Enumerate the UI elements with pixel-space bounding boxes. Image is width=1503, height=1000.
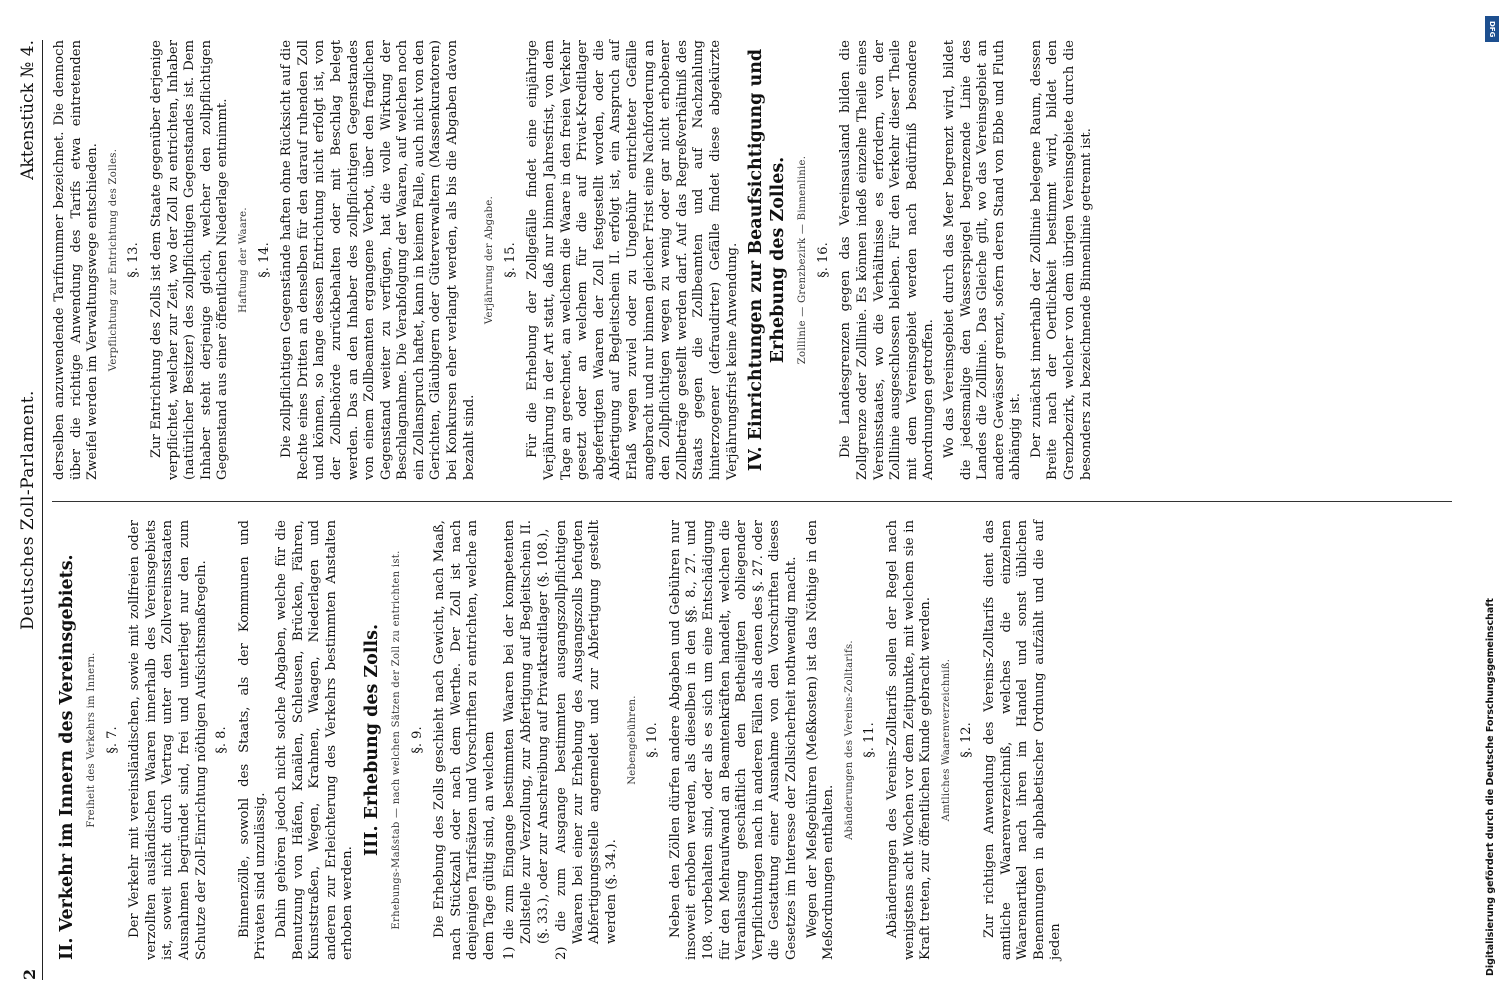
list-item: 2) die zum Ausgange bestimmten ausgangszollpflichtigen Waaren bei einer zur Erhebung des Ausgangszolls befugten Abfertigungsstelle angemeldet und zur Abfertigung gestellt werden (§. 34.). [554,520,620,960]
margin-note: Verjährung der Abgabe. [484,195,496,325]
paragraph-text: Zur richtigen Anwendung des Vereins-Zolltarifs dient das amtliche Waarenverzeichniß, welches die einzelnen Waarenartikel nach ihren im Handel und sonst üblichen Benennungen in alphabetischer Ordnung aufzählt und die auf jeden [981,520,1064,960]
margin-note: Amtliches Waarenverzeichniß. [940,658,952,822]
paragraph-number: §. 9. [409,726,425,754]
page-number: 2 [20,968,39,980]
paragraph-number: §. 11. [862,722,878,758]
margin-note: Freiheit des Verkehrs im Innern. [86,652,97,828]
paragraph-text: Die zollpflichtigen Gegenstände haften ohne Rücksicht auf die Rechte eines Dritten an denselben für den darauf ruhenden Zoll und können, so lange dessen Entrichtung nicht erfolgt ist, von der Zollbehörde zurückbehalten oder mit Beschlag belegt werden. Das an den Inhaber des zollpflichtigen Gegenstandes von einem Zollbeamten ergangene Verbot, über den fraglichen Gegenstand weiter zu verfügen, hat die volle Wirkung der Beschlagnahme. Die Verabfolgung der Waaren, auf welchen noch ein Zollanspruch haftet, kann in keinem Falle, auch nicht von den Gerichten, Gläubigern oder Güterverwaltern (Massenkuratoren) bei Konkursen eher verlangt werden, als bis die Abgaben davon bezahlt sind. [279,40,477,480]
margin-note: Verpflichtung zur Entrichtung des Zolles. [107,148,119,372]
column-divider [52,501,1452,502]
paragraph-text: Binnenzölle, sowohl des Staats, als der Kommunen und Privaten sind unzulässig. [236,520,269,960]
paragraph-number: §. 14. [256,242,272,278]
paragraph-text: derselben anzuwendende Tarifnummer bezeichnet. Die dennoch über die richtige Anwendung des Tarifs etwa eintretenden Zweifel werden im Verwaltungswege entschieden. [52,40,101,480]
page-title: Deutsches Zoll-Parlament. [18,390,38,630]
document-number: Aktenstück № 4. [18,40,38,180]
paragraph-text: Wegen der Meßgebühren (Meßkosten) ist das Nöthige in den Meßordnungen enthalten. [804,520,837,960]
paragraph-number: §. 8. [214,726,230,754]
running-head [14,40,43,980]
paragraph-text: Dahin gehören jedoch nicht solche Abgaben, welche für die Benutzung von Häfen, Kanälen, Schleusen, Brücken, Fähren, Kunststraßen, Wegen, Krahnen, Waagen, Niederlagen und anderen zur Erleichterung des Verkehrs bestimmten Anstalten erhoben werden. [273,520,356,960]
paragraph-text: Der Verkehr mit vereinsländischen, sowie mit zollfreien oder verzollten ausländischen Waaren innerhalb des Vereinsgebiets ist, soweit nicht durch Vertrag unter den Zollvereinsstaaten Ausnahmen begründet sind, frei und unterliegt nur den zum Schutze der Zoll-Einrichtung nöthigen Aufsichtsmaßregeln. [127,520,209,960]
right-column [52,40,1099,480]
paragraph-number: §. 7. [104,726,120,754]
dfg-logo: DFG [1485,16,1499,42]
margin-note: Zolllinie — Grenzbezirk — Binnenlinie. [797,155,809,365]
margin-note: Haftung der Waare. [237,207,249,313]
paragraph-number: §. 12. [959,722,975,758]
paragraph-text: Abänderungen des Vereins-Zolltarifs sollen der Regel nach wenigstens acht Wochen vor dem Zeitpunkte, mit welchem sie in Kraft treten, zur öffentlichen Kunde gebracht werden. [884,520,934,960]
section-heading: III. Erhebung des Zolls. [361,623,382,857]
paragraph-text: Wo das Vereinsgebiet durch das Meer begrenzt wird, bildet die jedesmalige den Wasserspiegel begrenzende Linie des Landes die Zolllinie. Das Gleiche gilt, wo das Vereinsgebiet an andere Gewässer grenzt, sofern deren Stand von Ebbe und Fluth abhängig ist. [941,40,1024,480]
paragraph-number: §. 13. [126,242,142,278]
paragraph-text: Die Erhebung des Zolls geschieht nach Gewicht, nach Maaß, nach Stückzahl oder nach dem Werthe. Der Zoll ist nach denjenigen Tarifsätzen und Vorschriften zu entrichten, welche an dem Tage gültig sind, an welchem [432,520,497,960]
paragraph-text: Zur Entrichtung des Zolls ist dem Staate gegenüber derjenige verpflichtet, welcher zur Zeit, wo der Zoll zu entrichten, Inhaber (natürlicher Besitzer) des zollpflichtigen Gegenstandes ist. Dem Inhaber steht derjenige gleich, welcher den zollpflichtigen Gegenstand aus einer öffentlichen Niederlage entnimmt. [148,40,231,480]
margin-note: Nebengebühren. [626,695,638,785]
paragraph-number: §. 16. [815,242,831,278]
left-column [52,520,1069,960]
paragraph-text: Für die Erhebung der Zollgefälle findet eine einjährige Verjährung in der Art statt, daß nur binnen Jahresfrist, von dem Tage an gerechnet, an welchem die Waare in den freien Verkehr gesetzt oder an welchem für die auf Privat-Kreditlager abgefertigten Waaren der Zoll festgestellt worden, oder die Abfertigung auf Begleitschein II. erfolgt ist, ein Anspruch auf Erlaß wegen zuviel oder zu Ungebühr entrichteter Gefälle angebracht und nur binnen gleicher Frist eine Nachforderung an den Zollpflichtigen wegen zu wenig oder gar nicht erhobener Zollbeträge gestellt werden darf. Auf das Regreßverhältniß des Staats gegen die Zollbeamten und auf Nachzahlung hinterzogener (defraudirter) Gefälle findet diese abgekürzte Verjährungsfrist keine Anwendung. [525,40,740,480]
margin-note: Erhebungs-Maßstab — nach welchen Sätzen der Zoll zu entrichten ist. [390,550,402,930]
paragraph-text: Neben den Zöllen dürfen andere Abgaben und Gebühren nur insoweit erhoben werden, als dieselben in den §§. 8., 27. und 108. vorbehalten sind, oder als es sich um eine Entschädigung für den Mehraufwand an Beamtenkräften handelt, welchen die Veranlassung geschäftlich den Betheiligten obliegender Verpflichtungen nach in anderen Fällen als denen des §. 27. oder die Gestattung einer Ausnahme von den Vorschriften dieses Gesetzes im Interesse der Zollsicherheit nothwendig macht. [667,520,799,960]
margin-note: Abänderungen des Vereins-Zolltarifs. [843,640,855,840]
section-heading: II. Verkehr im Innern des Vereinsgebiets. [57,554,77,960]
digitization-credit [1485,16,1497,976]
paragraph-text: Die Landesgrenzen gegen das Vereinsausland bilden die Zollgrenze oder Zolllinie. Es können indeß einzelne Theile eines Vereinsstaates, wo die Verhältnisse es erfordern, von der Zolllinie ausgeschlossen bleiben. Für den Verkehr dieser Theile mit dem Vereinsgebiet werden nach Bedürfniß besondere Anordnungen getroffen. [838,40,937,480]
paragraph-number: §. 10. [645,722,661,758]
list-item: 1) die zum Eingange bestimmten Waaren bei der kompetenten Zollstelle zur Verzollung, zur Abfertigung auf Begleitschein II. (§. 33.), oder zur Anschreibung auf Privatkreditlager (§. 108.), [502,520,551,960]
paragraph-text: Der zunächst innerhalb der Zolllinie belegene Raum, dessen Breite nach der Oertlichkeit bestimmt wird, bildet den Grenzbezirk, welcher von dem übrigen Vereinsgebiete durch die besonders zu bezeichnende Binnenlinie getrennt ist. [1028,40,1094,480]
credit-text: Digitalisierung gefördert durch die Deutsche Forschungsgemeinschaft [1485,598,1496,976]
section-heading: IV. Einrichtungen zur Beaufsichtigung und Erhebung des Zolles. [746,48,789,472]
paragraph-number: §. 15. [502,242,518,278]
